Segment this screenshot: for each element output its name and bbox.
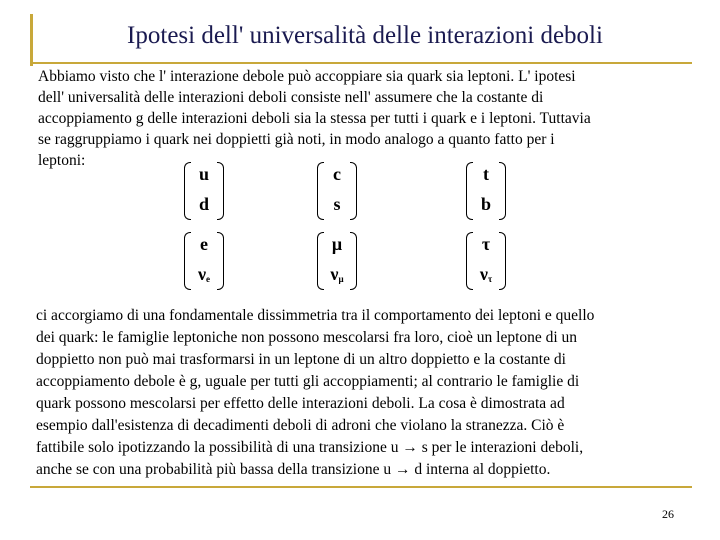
page-number: 26: [662, 507, 674, 521]
lepton-doublet-electron: [184, 230, 224, 292]
lepton-tau: τ: [481, 234, 491, 254]
slide-title: Ipotesi dell' universalità delle interazioni deboli: [127, 22, 603, 49]
quark-doublet-ud: [184, 160, 224, 222]
lepton-doublet-muon: [317, 230, 357, 292]
intro-line: accoppiamento g delle interazioni deboli sia la stessa per tutti i quark e i leptoni. Tuttavia: [38, 110, 591, 127]
neutrino-electron: $\nu_e$: [197, 264, 211, 284]
quark-charm: c: [333, 164, 341, 184]
quark-up: u: [198, 164, 209, 184]
lepton-muon: μ: [331, 234, 343, 254]
intro-line: Abbiamo visto che l' interazione debole può accoppiare sia quark sia leptoni. L' ipotesi: [38, 68, 576, 85]
body-paragraph: [36, 305, 696, 481]
intro-line: se raggruppiamo i quark nei doppietti già noti, in modo analogo a quanto fatto per i: [38, 131, 555, 148]
intro-paragraph: [38, 66, 688, 171]
body-line: ci accorgiamo di una fondamentale dissimmetria tra il comportamento dei leptoni e quello: [36, 307, 595, 324]
body-line: quark possono mescolarsi per effetto delle interazioni deboli. La cosa è dimostrata ad: [36, 395, 565, 412]
quark-bottom: b: [480, 194, 491, 214]
quark-strange: s: [333, 194, 341, 214]
quark-top: t: [483, 164, 489, 184]
lepton-doublet-tau: [466, 230, 506, 292]
quark-down: d: [198, 194, 209, 214]
intro-line: dell' universalità delle interazioni deboli consiste nell' assumere che la costante di: [38, 89, 544, 106]
neutrino-muon: $\nu_\mu$: [330, 264, 344, 284]
body-line: doppietto non può mai trasformarsi in un leptone di un altro doppietto e la costante di: [36, 351, 566, 368]
lepton-electron: e: [200, 234, 208, 254]
quark-doublet-tb: [466, 160, 506, 222]
neutrino-tau: $\nu_\tau$: [479, 264, 493, 284]
body-line: dei quark: le famiglie leptoniche non possono mescolarsi fra loro, cioè un leptone di un: [36, 329, 578, 346]
body-line: esempio dall'esistenza di decadimenti deboli di adroni che violano la stranezza. Ciò è: [36, 417, 565, 434]
intro-line: leptoni:: [38, 152, 86, 169]
body-line: anche se con una probabilità più bassa della transizione u → d interna al doppietto.: [36, 461, 551, 478]
quark-doublet-cs: [317, 160, 357, 222]
title-underline: [30, 62, 692, 64]
footer-rule: [30, 486, 692, 488]
decorative-vertical-bar: [30, 14, 33, 66]
body-line: accoppiamento debole è g, uguale per tutti gli accoppiamenti; al contrario le famiglie di: [36, 373, 580, 390]
body-line: fattibile solo ipotizzando la possibilità di una transizione u → s per le interazioni deboli,: [36, 439, 584, 456]
